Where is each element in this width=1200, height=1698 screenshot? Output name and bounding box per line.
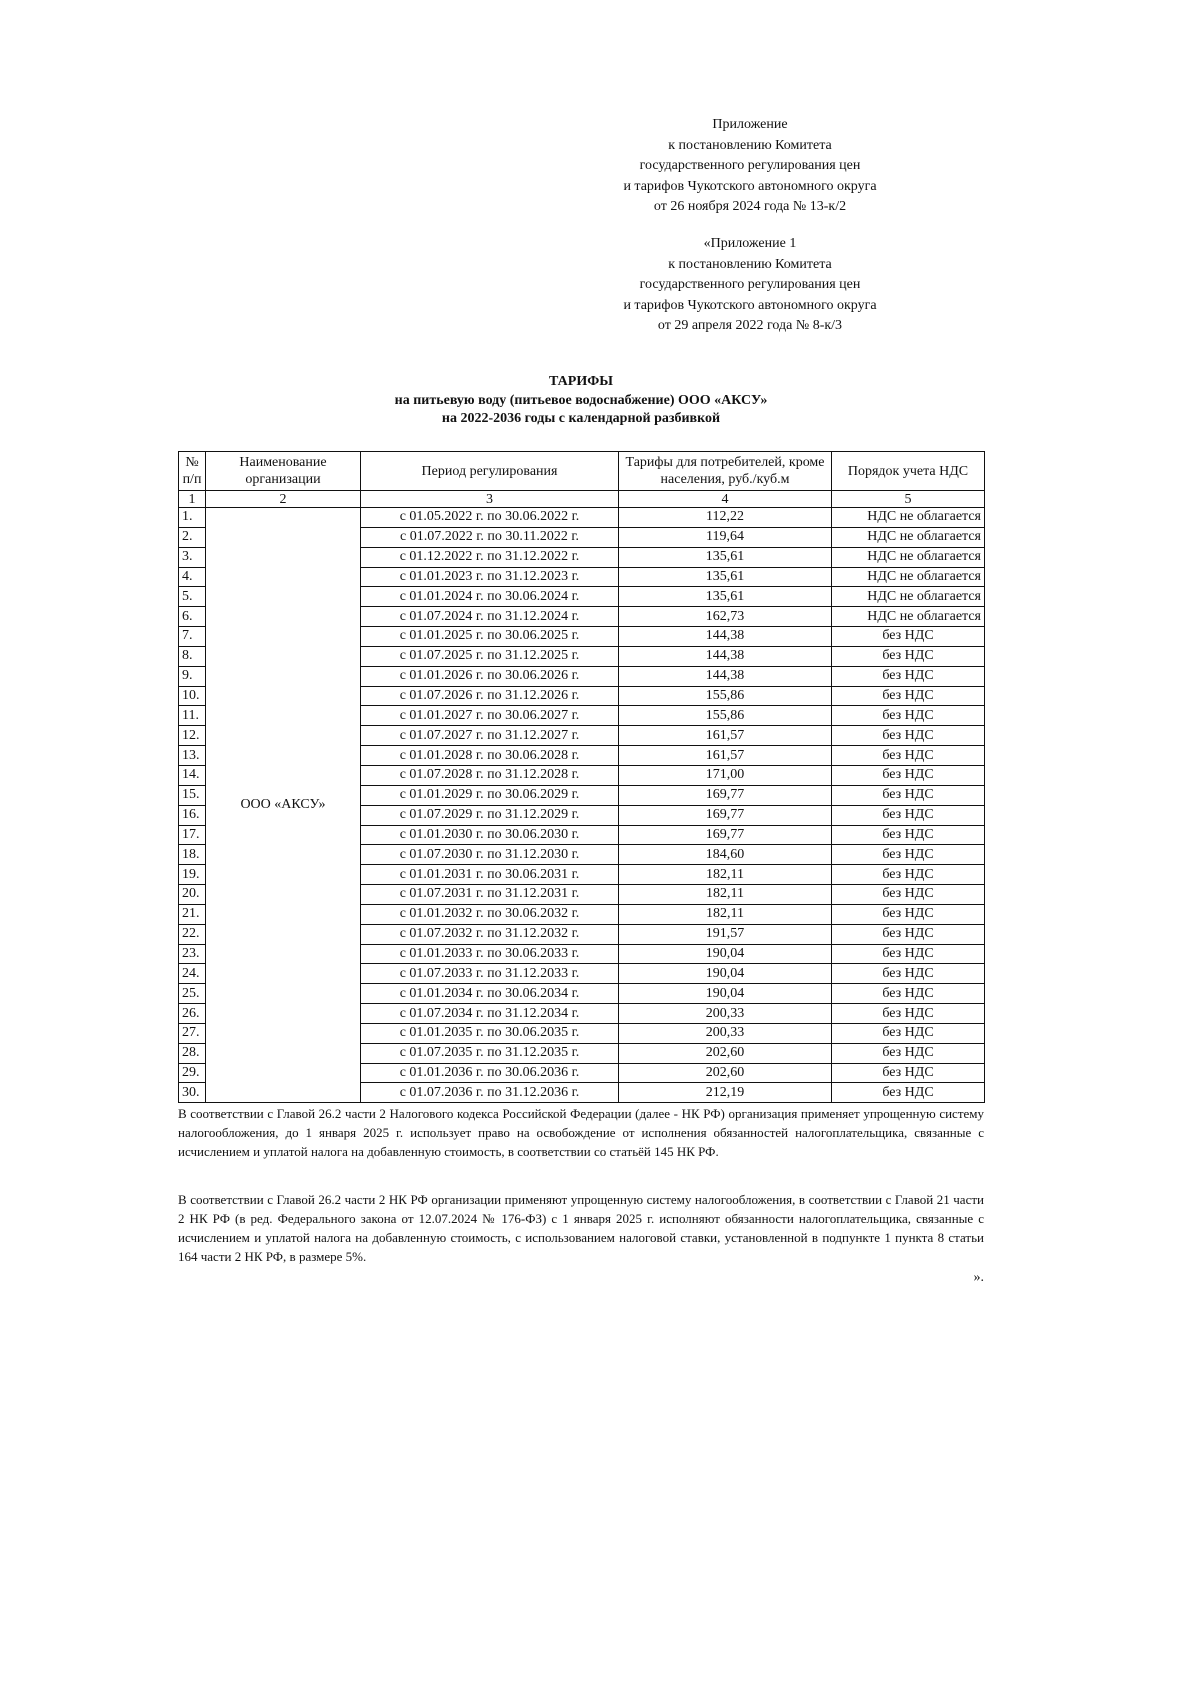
regulation-period: с 01.01.2025 г. по 30.06.2025 г. — [361, 627, 619, 647]
vat-order: без НДС — [832, 1023, 985, 1043]
row-number: 19. — [179, 865, 206, 885]
regulation-period: с 01.01.2024 г. по 30.06.2024 г. — [361, 587, 619, 607]
vat-order: без НДС — [832, 964, 985, 984]
vat-order: НДС не облагается — [832, 508, 985, 528]
tariff-value: 112,22 — [619, 508, 832, 528]
row-number: 6. — [179, 607, 206, 627]
regulation-period: с 01.07.2026 г. по 31.12.2026 г. — [361, 686, 619, 706]
tariff-table — [178, 451, 985, 1103]
row-number: 3. — [179, 547, 206, 567]
tariff-value: 202,60 — [619, 1043, 832, 1063]
tariff-value: 144,38 — [619, 646, 832, 666]
row-number: 14. — [179, 765, 206, 785]
column-number: 4 — [619, 491, 832, 508]
row-number: 15. — [179, 785, 206, 805]
row-number: 29. — [179, 1063, 206, 1083]
vat-order: без НДС — [832, 944, 985, 964]
appendix-header-line: от 26 ноября 2024 года № 13-к/2 — [653, 199, 847, 214]
regulation-period: с 01.01.2032 г. по 30.06.2032 г. — [361, 904, 619, 924]
row-number: 20. — [179, 885, 206, 905]
regulation-period: с 01.01.2036 г. по 30.06.2036 г. — [361, 1063, 619, 1083]
appendix-header-line: государственного регулирования цен — [639, 158, 861, 173]
regulation-period: с 01.07.2025 г. по 31.12.2025 г. — [361, 646, 619, 666]
regulation-period: с 01.07.2035 г. по 31.12.2035 г. — [361, 1043, 619, 1063]
row-number: 21. — [179, 904, 206, 924]
regulation-period: с 01.05.2022 г. по 30.06.2022 г. — [361, 508, 619, 528]
vat-order: без НДС — [832, 1083, 985, 1103]
regulation-period: с 01.07.2031 г. по 31.12.2031 г. — [361, 885, 619, 905]
header-num: № п/п — [179, 452, 206, 491]
appendix1-header-line: к постановлению Комитета — [668, 256, 832, 272]
regulation-period: с 01.01.2035 г. по 30.06.2035 г. — [361, 1023, 619, 1043]
title-line-3: на 2022-2036 годы с календарной разбивкой — [441, 411, 721, 426]
header-tariff: Тарифы для потребителей, кроме населения, руб./куб.м — [619, 452, 832, 491]
regulation-period: с 01.01.2034 г. по 30.06.2034 г. — [361, 984, 619, 1004]
regulation-period: с 01.07.2036 г. по 31.12.2036 г. — [361, 1083, 619, 1103]
tariff-value: 169,77 — [619, 825, 832, 845]
regulation-period: с 01.07.2024 г. по 31.12.2024 г. — [361, 607, 619, 627]
tariff-value: 200,33 — [619, 1004, 832, 1024]
tariff-value: 190,04 — [619, 964, 832, 984]
tariff-value: 144,38 — [619, 627, 832, 647]
regulation-period: с 01.01.2028 г. по 30.06.2028 г. — [361, 746, 619, 766]
row-number: 27. — [179, 1023, 206, 1043]
tariff-value: 191,57 — [619, 924, 832, 944]
title-line-1: ТАРИФЫ — [549, 374, 613, 389]
tariff-value: 182,11 — [619, 904, 832, 924]
row-number: 4. — [179, 567, 206, 587]
tariff-value: 171,00 — [619, 765, 832, 785]
vat-order: НДС не облагается — [832, 587, 985, 607]
tariff-value: 135,61 — [619, 587, 832, 607]
vat-order: НДС не облагается — [832, 547, 985, 567]
vat-order: без НДС — [832, 765, 985, 785]
tariff-value: 169,77 — [619, 785, 832, 805]
vat-order: НДС не облагается — [832, 567, 985, 587]
closing-quote: ». — [973, 1270, 984, 1285]
regulation-period: с 01.07.2034 г. по 31.12.2034 г. — [361, 1004, 619, 1024]
regulation-period: с 01.07.2028 г. по 31.12.2028 г. — [361, 765, 619, 785]
regulation-period: с 01.07.2027 г. по 31.12.2027 г. — [361, 726, 619, 746]
row-number: 26. — [179, 1004, 206, 1024]
vat-order: НДС не облагается — [832, 527, 985, 547]
appendix1-header-line: «Приложение 1 — [703, 236, 797, 251]
tariff-value: 212,19 — [619, 1083, 832, 1103]
row-number: 11. — [179, 706, 206, 726]
regulation-period: с 01.01.2030 г. по 30.06.2030 г. — [361, 825, 619, 845]
regulation-period: с 01.01.2033 г. по 30.06.2033 г. — [361, 944, 619, 964]
column-number: 3 — [361, 491, 619, 508]
row-number: 10. — [179, 686, 206, 706]
row-number: 25. — [179, 984, 206, 1004]
column-number: 5 — [832, 491, 985, 508]
vat-order: без НДС — [832, 984, 985, 1004]
vat-order: без НДС — [832, 845, 985, 865]
vat-order: без НДС — [832, 924, 985, 944]
regulation-period: с 01.07.2033 г. по 31.12.2033 г. — [361, 964, 619, 984]
appendix-header-line: к постановлению Комитета — [668, 137, 832, 153]
header-vat: Порядок учета НДС — [832, 452, 985, 491]
vat-order: без НДС — [832, 1043, 985, 1063]
row-number: 7. — [179, 627, 206, 647]
appendix-header-line: и тарифов Чукотского автономного округа — [623, 178, 877, 194]
document-title — [178, 373, 984, 429]
regulation-period: с 01.07.2022 г. по 30.11.2022 г. — [361, 527, 619, 547]
regulation-period: с 01.01.2029 г. по 30.06.2029 г. — [361, 785, 619, 805]
row-number: 18. — [179, 845, 206, 865]
appendix1-header — [600, 234, 900, 337]
vat-order: без НДС — [832, 666, 985, 686]
vat-order: НДС не облагается — [832, 607, 985, 627]
tariff-value: 200,33 — [619, 1023, 832, 1043]
regulation-period: с 01.07.2029 г. по 31.12.2029 г. — [361, 805, 619, 825]
column-number: 1 — [179, 491, 206, 508]
row-number: 2. — [179, 527, 206, 547]
vat-order: без НДС — [832, 785, 985, 805]
vat-order: без НДС — [832, 865, 985, 885]
vat-order: без НДС — [832, 805, 985, 825]
vat-order: без НДС — [832, 686, 985, 706]
tax-note-2: В соответствии с Главой 26.2 части 2 НК РФ организации применяют упрощенную систему налогообложения, в соответствии с Главой 21 части 2 НК РФ (в ред. Федерального закона от 12.07.2024 № 176-ФЗ) с 1 января 2025 г. исполняют обязанности налогоплательщика, связанные с исчислением и уплатой налога на добавленную стоимость, с использованием налоговой ставки, установленной в подпункте 1 пункта 8 статьи 164 части 2 НК РФ, в размере 5%. — [178, 1192, 984, 1264]
vat-order: без НДС — [832, 646, 985, 666]
regulation-period: с 01.12.2022 г. по 31.12.2022 г. — [361, 547, 619, 567]
row-number: 16. — [179, 805, 206, 825]
tariff-value: 144,38 — [619, 666, 832, 686]
tariff-value: 161,57 — [619, 726, 832, 746]
row-number: 22. — [179, 924, 206, 944]
tariff-value: 155,86 — [619, 706, 832, 726]
vat-order: без НДС — [832, 825, 985, 845]
regulation-period: с 01.07.2030 г. по 31.12.2030 г. — [361, 845, 619, 865]
vat-order: без НДС — [832, 627, 985, 647]
vat-order: без НДС — [832, 1004, 985, 1024]
tariff-value: 190,04 — [619, 984, 832, 1004]
row-number: 8. — [179, 646, 206, 666]
organization-name: ООО «АКСУ» — [206, 508, 361, 1103]
header-period: Период регулирования — [361, 452, 619, 491]
vat-order: без НДС — [832, 706, 985, 726]
tax-note-1: В соответствии с Главой 26.2 части 2 Налогового кодекса Российской Федерации (далее - НК РФ) организация применяет упрощенную систему налогообложения, до 1 января 2025 г. использует право на освобождение от исполнения обязанностей налогоплательщика, связанные с исчислением и уплатой налога на добавленную стоимость, в соответствии со статьёй 145 НК РФ. — [178, 1106, 984, 1159]
tariff-value: 190,04 — [619, 944, 832, 964]
table-row — [179, 508, 985, 528]
tariff-value: 135,61 — [619, 567, 832, 587]
row-number: 13. — [179, 746, 206, 766]
row-number: 30. — [179, 1083, 206, 1103]
column-number-row — [179, 491, 985, 508]
regulation-period: с 01.01.2026 г. по 30.06.2026 г. — [361, 666, 619, 686]
title-line-2: на питьевую воду (питьевое водоснабжение) ООО «АКСУ» — [394, 392, 768, 408]
appendix-header — [600, 115, 900, 218]
row-number: 23. — [179, 944, 206, 964]
appendix1-header-line: государственного регулирования цен — [639, 277, 861, 292]
vat-order: без НДС — [832, 746, 985, 766]
appendix-header-line: Приложение — [712, 117, 788, 132]
vat-order: без НДС — [832, 1063, 985, 1083]
vat-order: без НДС — [832, 726, 985, 746]
tariff-value: 155,86 — [619, 686, 832, 706]
tariff-table-body — [179, 508, 985, 1103]
row-number: 12. — [179, 726, 206, 746]
regulation-period: с 01.01.2023 г. по 31.12.2023 г. — [361, 567, 619, 587]
vat-order: без НДС — [832, 885, 985, 905]
appendix1-header-line: от 29 апреля 2022 года № 8-к/3 — [657, 318, 843, 333]
tariff-value: 182,11 — [619, 885, 832, 905]
row-number: 1. — [179, 508, 206, 528]
column-number: 2 — [206, 491, 361, 508]
table-header-row — [179, 452, 985, 491]
row-number: 28. — [179, 1043, 206, 1063]
vat-order: без НДС — [832, 904, 985, 924]
tariff-value: 169,77 — [619, 805, 832, 825]
tariff-value: 135,61 — [619, 547, 832, 567]
tariff-value: 119,64 — [619, 527, 832, 547]
tariff-value: 162,73 — [619, 607, 832, 627]
tariff-value: 202,60 — [619, 1063, 832, 1083]
row-number: 5. — [179, 587, 206, 607]
row-number: 17. — [179, 825, 206, 845]
row-number: 9. — [179, 666, 206, 686]
row-number: 24. — [179, 964, 206, 984]
regulation-period: с 01.01.2031 г. по 30.06.2031 г. — [361, 865, 619, 885]
regulation-period: с 01.07.2032 г. по 31.12.2032 г. — [361, 924, 619, 944]
tariff-value: 184,60 — [619, 845, 832, 865]
regulation-period: с 01.01.2027 г. по 30.06.2027 г. — [361, 706, 619, 726]
tariff-value: 182,11 — [619, 865, 832, 885]
tariff-value: 161,57 — [619, 746, 832, 766]
header-org: Наименование организации — [206, 452, 361, 491]
appendix1-header-line: и тарифов Чукотского автономного округа — [623, 297, 877, 313]
